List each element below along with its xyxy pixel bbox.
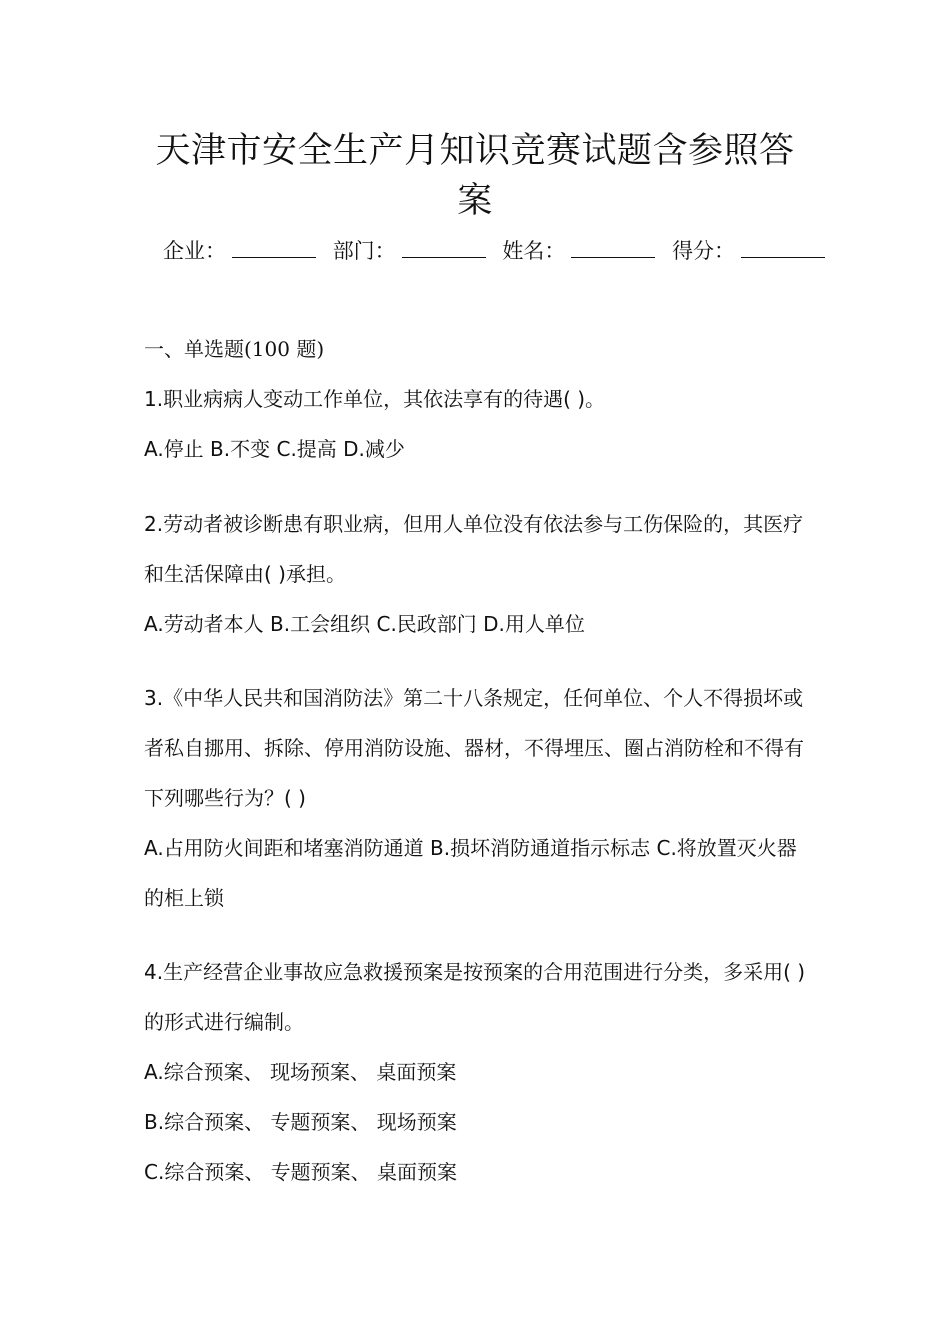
info-field-score: [672, 235, 825, 267]
question-options: A.劳动者本人 B.工会组织 C.民政部门 D.用人单位: [144, 612, 585, 636]
section-heading: 一、单选题(100 题): [144, 337, 325, 361]
info-field-label: 姓名：: [502, 239, 566, 263]
question-options: A.占用防火间距和堵塞消防通道 B.损坏消防通道指示标志 C.将放置灭火器的柜上锁: [144, 836, 797, 910]
info-field-label: 部门：: [332, 239, 396, 263]
question-stem: 1.职业病病人变动工作单位，其依法享有的待遇( )。: [144, 387, 606, 411]
question-option-a: A.综合预案、 现场预案、 桌面预案: [144, 1060, 457, 1084]
question-stem: 2.劳动者被诊断患有职业病，但用人单位没有依法参与工伤保险的，其医疗和生活保障由( )承担。: [144, 512, 804, 586]
question-option-c: C.综合预案、 专题预案、 桌面预案: [144, 1160, 458, 1184]
question-1: [144, 374, 812, 474]
document-title: 天津市安全生产月知识竞赛试题含参照答案: [155, 131, 795, 221]
question-3: [144, 673, 812, 923]
question-4: [144, 947, 812, 1197]
blank-line: [571, 235, 655, 258]
info-field-label: 企业：: [163, 239, 226, 263]
blank-line: [232, 235, 316, 258]
blank-line: [741, 235, 825, 258]
info-field-label: 得分：: [672, 239, 736, 263]
blank-line: [402, 235, 486, 258]
info-fields-row: [163, 235, 835, 267]
question-stem: 3.《中华人民共和国消防法》第二十八条规定，任何单位、个人不得损坏或者私自挪用、拆除、停用消防设施、器材，不得埋压、圈占消防栓和不得有下列哪些行为？( ): [144, 686, 804, 810]
question-stem: 4.生产经营企业事故应急救援预案是按预案的合用范围进行分类，多采用( )的形式进行编制。: [144, 960, 806, 1034]
question-option-b: B.综合预案、 专题预案、 现场预案: [144, 1110, 457, 1134]
question-options: A.停止 B.不变 C.提高 D.减少: [144, 437, 405, 461]
info-field-company: [163, 235, 316, 267]
question-2: [144, 499, 812, 649]
info-field-name: [502, 235, 655, 267]
info-field-department: [333, 235, 486, 267]
